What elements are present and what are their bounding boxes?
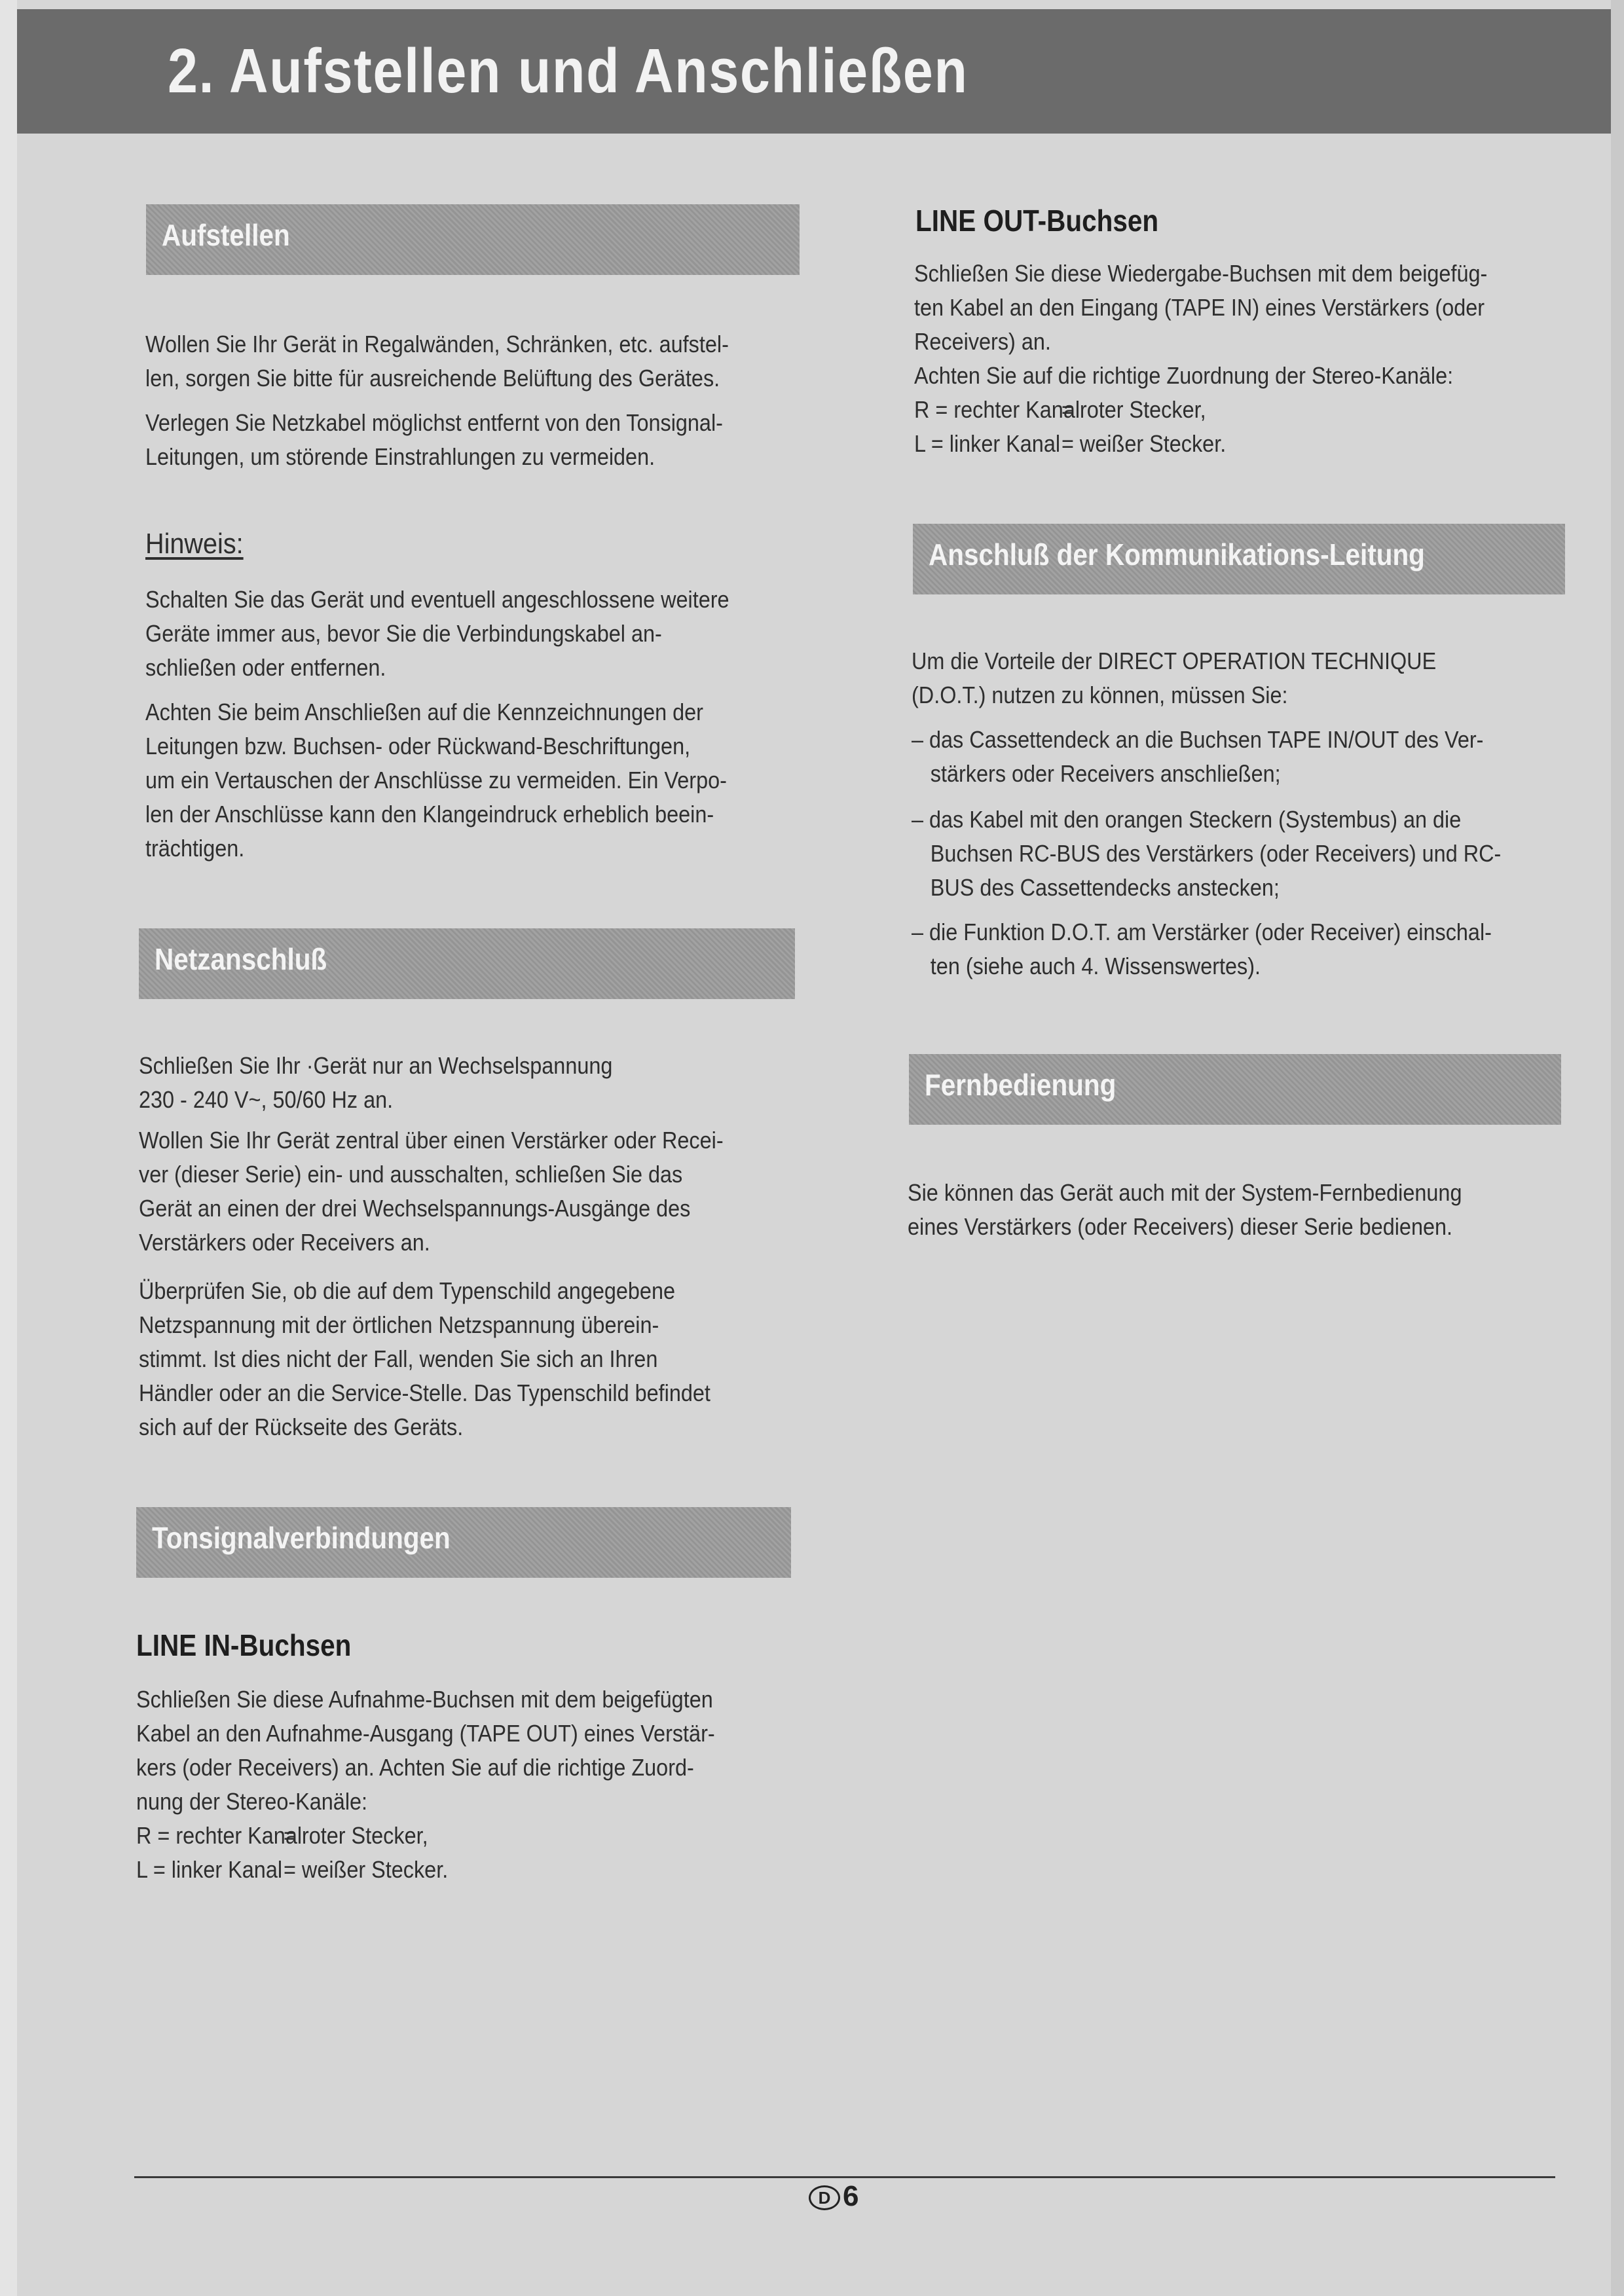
paragraph-hinweis-2: Achten Sie beim Anschließen auf die Kennzeichnungen der Leitungen bzw. Buchsen- oder Rückwand-Beschriftungen, um ein Vertauschen der Anschlüsse zu vermeiden. Ein Verpo- len der Anschlüsse kann den Klangeindruck erheblich beein- trächtigen.: [145, 699, 727, 862]
section-netzanschluss: [139, 928, 795, 999]
paragraph-line-in: Schließen Sie diese Aufnahme-Buchsen mit dem beigefügten Kabel an den Aufnahme-Ausgang (TAPE OUT) eines Verstär- kers (oder Receivers) an. Achten Sie auf die richtige Zuord- nung der Stereo-Kanäle: R = rechter Kanal= roter Stecker, L = linker Kanal= weißer Stecker.: [136, 1686, 715, 1883]
title-bar: [17, 9, 1611, 134]
paragraph-fernbedienung: Sie können das Gerät auch mit der System-Fernbedienung eines Verstärkers (oder Receivers) dieser Serie bedienen.: [908, 1179, 1462, 1240]
paragraph-netz-3: Überprüfen Sie, ob die auf dem Typenschild angegebene Netzspannung mit der örtlichen Netzspannung überein- stimmt. Ist dies nicht der Fall, wenden Sie sich an Ihren Händler oder an die Service-Stelle. Das Typenschild befindet sich auf der Rückseite des Geräts.: [139, 1277, 710, 1440]
bullet-komm-2: – das Kabel mit den orangen Steckern (Systembus) an die Buchsen RC-BUS des Verstärkers (oder Receivers) und RC- BUS des Cassettendecks anstecken;: [912, 806, 1502, 901]
paragraph-line-out: Schließen Sie diese Wiedergabe-Buchsen mit dem beigefüg- ten Kabel an den Eingang (TAPE IN) eines Verstärkers (oder Receivers) an. Achten Sie auf die richtige Zuordnung der Stereo-Kanäle: R = rechter Kanal= roter Stecker, L = linker Kanal= weißer Stecker.: [914, 260, 1488, 457]
subheading-line-out: LINE OUT-Buchsen: [915, 204, 1159, 238]
section-heading: Fernbedienung: [925, 1068, 1116, 1102]
page-number: D 6: [809, 2180, 858, 2213]
paragraph-komm-intro: Um die Vorteile der DIRECT OPERATION TECHNIQUE (D.O.T.) nutzen zu können, müssen Sie:: [912, 647, 1437, 708]
paragraph-aufstellen-2: Verlegen Sie Netzkabel möglichst entfernt von den Tonsignal- Leitungen, um störende Einstrahlungen zu vermeiden.: [145, 409, 723, 470]
hinweis-label: Hinweis:: [145, 528, 244, 560]
paragraph-netz-2: Wollen Sie Ihr Gerät zentral über einen Verstärker oder Recei- ver (dieser Serie) ein- und ausschalten, schließen Sie das Gerät an einen der drei Wechselspannungs-Ausgänge des Verstärkers oder Receivers an.: [139, 1127, 724, 1256]
section-kommunikations-leitung: [913, 524, 1565, 594]
bullet-komm-1: – das Cassettendeck an die Buchsen TAPE IN/OUT des Ver- stärkers oder Receivers anschließen;: [912, 726, 1484, 787]
paragraph-hinweis-1: Schalten Sie das Gerät und eventuell angeschlossene weitere Geräte immer aus, bevor Sie die Verbindungskabel an- schließen oder entfernen.: [145, 586, 729, 681]
footer-rule: [134, 2176, 1555, 2178]
section-heading: Anschluß der Kommunikations-Leitung: [929, 538, 1425, 572]
paragraph-aufstellen-1: Wollen Sie Ihr Gerät in Regalwänden, Schränken, etc. aufstel- len, sorgen Sie bitte für ausreichende Belüftung des Gerätes.: [145, 331, 729, 392]
section-fernbedienung: [909, 1054, 1561, 1125]
section-heading: Aufstellen: [162, 218, 290, 252]
section-heading: Tonsignalverbindungen: [152, 1521, 451, 1555]
subheading-line-in: LINE IN-Buchsen: [136, 1628, 352, 1662]
language-badge: D: [809, 2185, 840, 2210]
page-edge-left: [0, 0, 17, 2296]
section-aufstellen: [146, 204, 800, 275]
page-edge-right: [1611, 0, 1624, 2296]
bullet-komm-3: – die Funktion D.O.T. am Verstärker (oder Receiver) einschal- ten (siehe auch 4. Wissenswertes).: [912, 919, 1492, 979]
paragraph-netz-1: Schließen Sie Ihr ·Gerät nur an Wechselspannung 230 - 240 V~, 50/60 Hz an.: [139, 1052, 613, 1113]
page-title: 2. Aufstellen und Anschließen: [168, 36, 969, 106]
section-tonsignalverbindungen: [136, 1507, 791, 1578]
section-heading: Netzanschluß: [155, 942, 327, 976]
